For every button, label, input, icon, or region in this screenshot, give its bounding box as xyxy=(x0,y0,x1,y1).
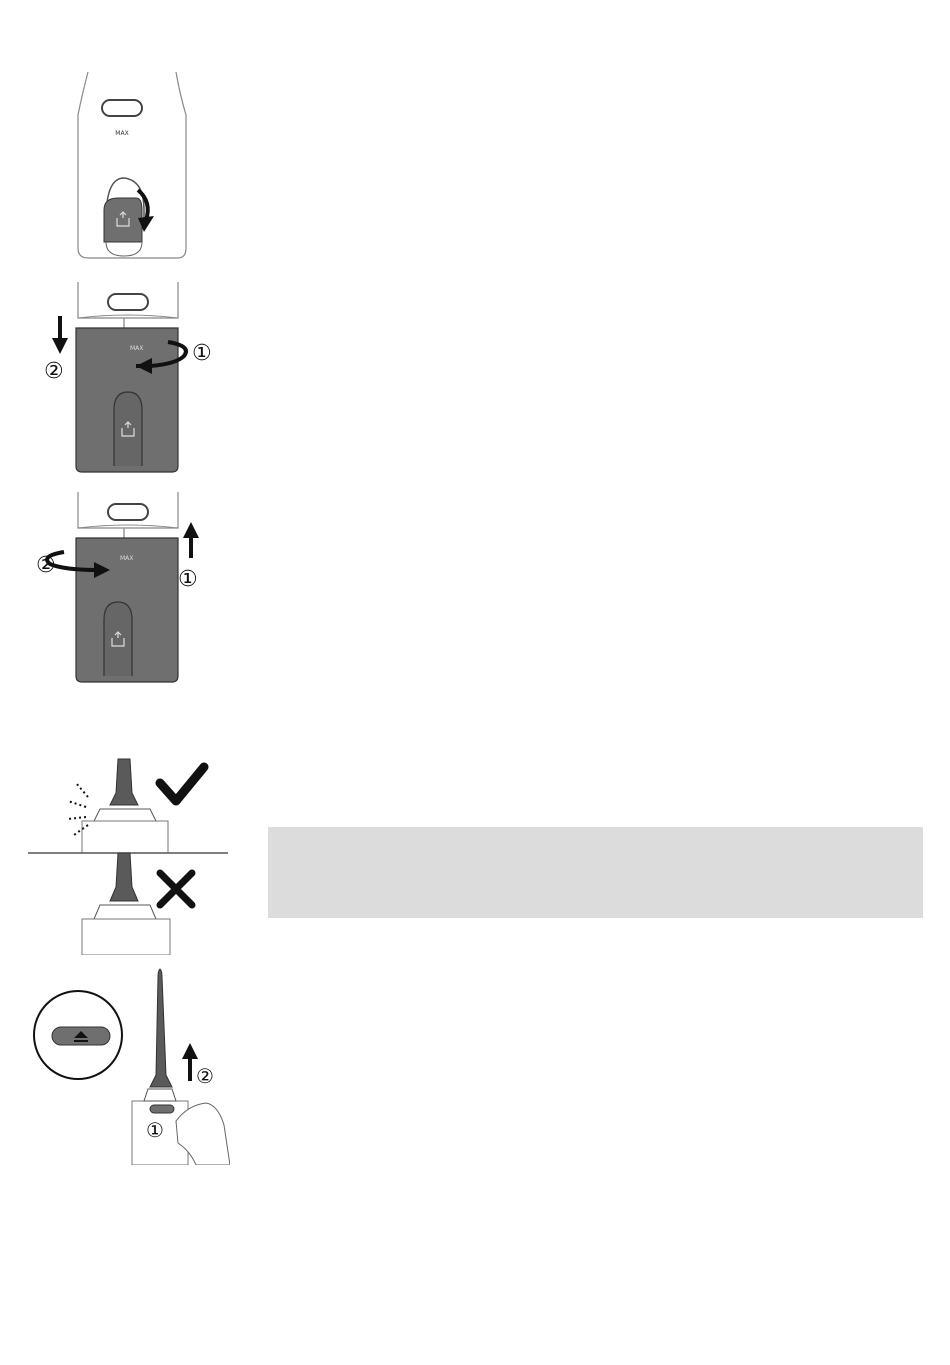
power-button xyxy=(102,100,142,116)
cross-icon xyxy=(160,873,192,905)
figure-attach-reservoir xyxy=(28,280,228,480)
nozzle xyxy=(150,969,172,1087)
down-arrow-head xyxy=(52,338,68,354)
note-panel xyxy=(268,827,923,918)
lid-recess xyxy=(104,602,132,676)
power-button xyxy=(108,294,148,310)
eject-button xyxy=(150,1105,174,1113)
nozzle-collar-incorrect xyxy=(94,905,156,919)
max-label: MAX xyxy=(115,130,129,137)
power-button xyxy=(108,504,148,520)
step2-label: ② xyxy=(196,1064,214,1088)
handle-top-correct xyxy=(82,821,168,853)
lid-recess xyxy=(114,392,142,466)
up-arrow-head xyxy=(182,1043,198,1059)
figure-remove-reservoir xyxy=(28,490,228,690)
nozzle-collar-correct xyxy=(94,809,156,821)
lid-flap xyxy=(104,198,142,242)
figure-nozzle-check xyxy=(28,755,228,955)
figure-release-nozzle xyxy=(30,965,230,1165)
step1-label: ① xyxy=(146,1118,164,1142)
max-label: MAX xyxy=(120,555,134,562)
handle-top-incorrect xyxy=(82,919,170,955)
nozzle-correct xyxy=(110,759,138,805)
step1-label: ① xyxy=(192,341,212,366)
step1-label: ① xyxy=(178,567,198,592)
max-label: MAX xyxy=(130,345,144,352)
nozzle-incorrect xyxy=(110,853,138,901)
nozzle-collar xyxy=(144,1089,176,1101)
check-icon xyxy=(160,767,204,801)
up-arrow-head xyxy=(183,522,199,538)
step2-label: ② xyxy=(44,359,64,384)
step2-label: ② xyxy=(36,553,56,578)
figure-open-lid xyxy=(60,70,200,265)
